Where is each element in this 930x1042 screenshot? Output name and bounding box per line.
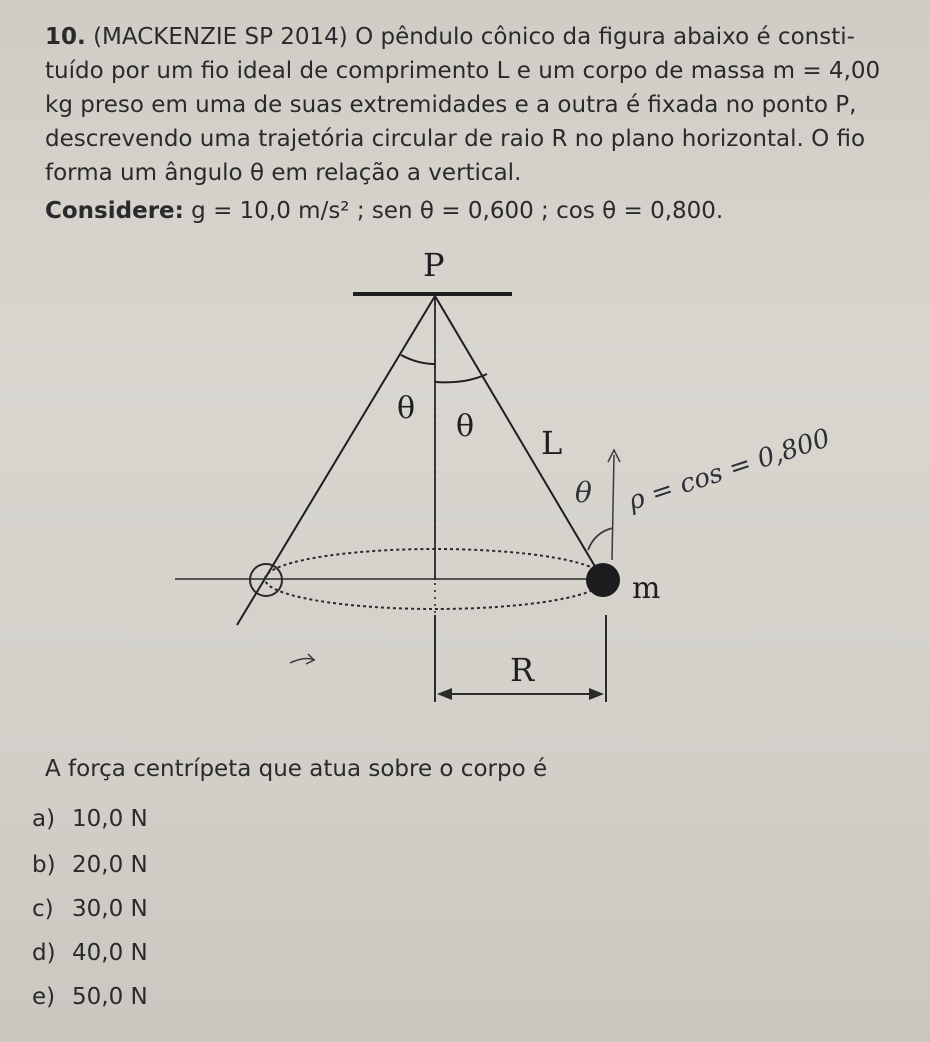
- question-stem: A força centrípeta que atua sobre o corpo é: [45, 756, 548, 782]
- mass-ball: [586, 563, 620, 597]
- option-d[interactable]: [32, 940, 148, 966]
- conical-pendulum-figure: [0, 240, 930, 710]
- consider-values: g = 10,0 m/s² ; sen θ = 0,600 ; cos θ = 0,800.: [191, 198, 724, 224]
- consider-line: [45, 194, 723, 228]
- radius-arrowhead-right: [589, 688, 604, 700]
- option-d-text: 40,0 N: [72, 940, 148, 966]
- question-text-line-4: descrevendo uma trajetória circular de raio R no plano horizontal. O fio: [45, 126, 866, 152]
- option-e[interactable]: [32, 984, 148, 1010]
- option-e-letter: e): [32, 984, 56, 1010]
- handwritten-note: ρ = cos = 0,800: [624, 423, 834, 517]
- angle-arc-right: [435, 374, 487, 382]
- question-line-1: [45, 20, 855, 54]
- string-left: [237, 296, 435, 625]
- option-c-text: 30,0 N: [72, 896, 148, 922]
- handdrawn-scribble: [290, 654, 315, 664]
- question-text-line-3: kg preso em uma de suas extremidades e a outra é fixada no ponto P,: [45, 92, 857, 118]
- angle-label-left: θ: [397, 391, 416, 426]
- option-e-text: 50,0 N: [72, 984, 148, 1010]
- option-d-letter: d): [32, 940, 56, 966]
- handdrawn-vertical-arrow: [612, 455, 614, 560]
- angle-label-at-mass: θ: [575, 476, 592, 509]
- option-a[interactable]: [32, 806, 148, 832]
- option-a-letter: a): [32, 806, 56, 832]
- angle-arc-left: [401, 355, 435, 364]
- question-text-line-1: (MACKENZIE SP 2014) O pêndulo cônico da figura abaixo é consti-: [93, 24, 855, 50]
- option-b-letter: b): [32, 852, 56, 878]
- radius-arrowhead-left: [437, 688, 452, 700]
- consider-label: Considere:: [45, 198, 184, 224]
- point-label-p: P: [423, 246, 445, 284]
- question-text-line-2: tuído por um fio ideal de comprimento L e um corpo de massa m = 4,00: [45, 58, 881, 84]
- question-text-line-5: forma um ângulo θ em relação a vertical.: [45, 160, 522, 186]
- option-c-letter: c): [32, 896, 54, 922]
- option-a-text: 10,0 N: [72, 806, 148, 832]
- question-number: 10.: [45, 24, 86, 50]
- angle-label-right: θ: [456, 409, 475, 444]
- radius-label-r: R: [510, 651, 535, 689]
- mass-label-m: m: [632, 571, 661, 606]
- handdrawn-angle-arc: [588, 528, 613, 550]
- length-label-l: L: [541, 424, 563, 462]
- option-c[interactable]: [32, 896, 148, 922]
- option-b-text: 20,0 N: [72, 852, 148, 878]
- option-b[interactable]: [32, 852, 148, 878]
- handdrawn-circle-left: [250, 564, 282, 596]
